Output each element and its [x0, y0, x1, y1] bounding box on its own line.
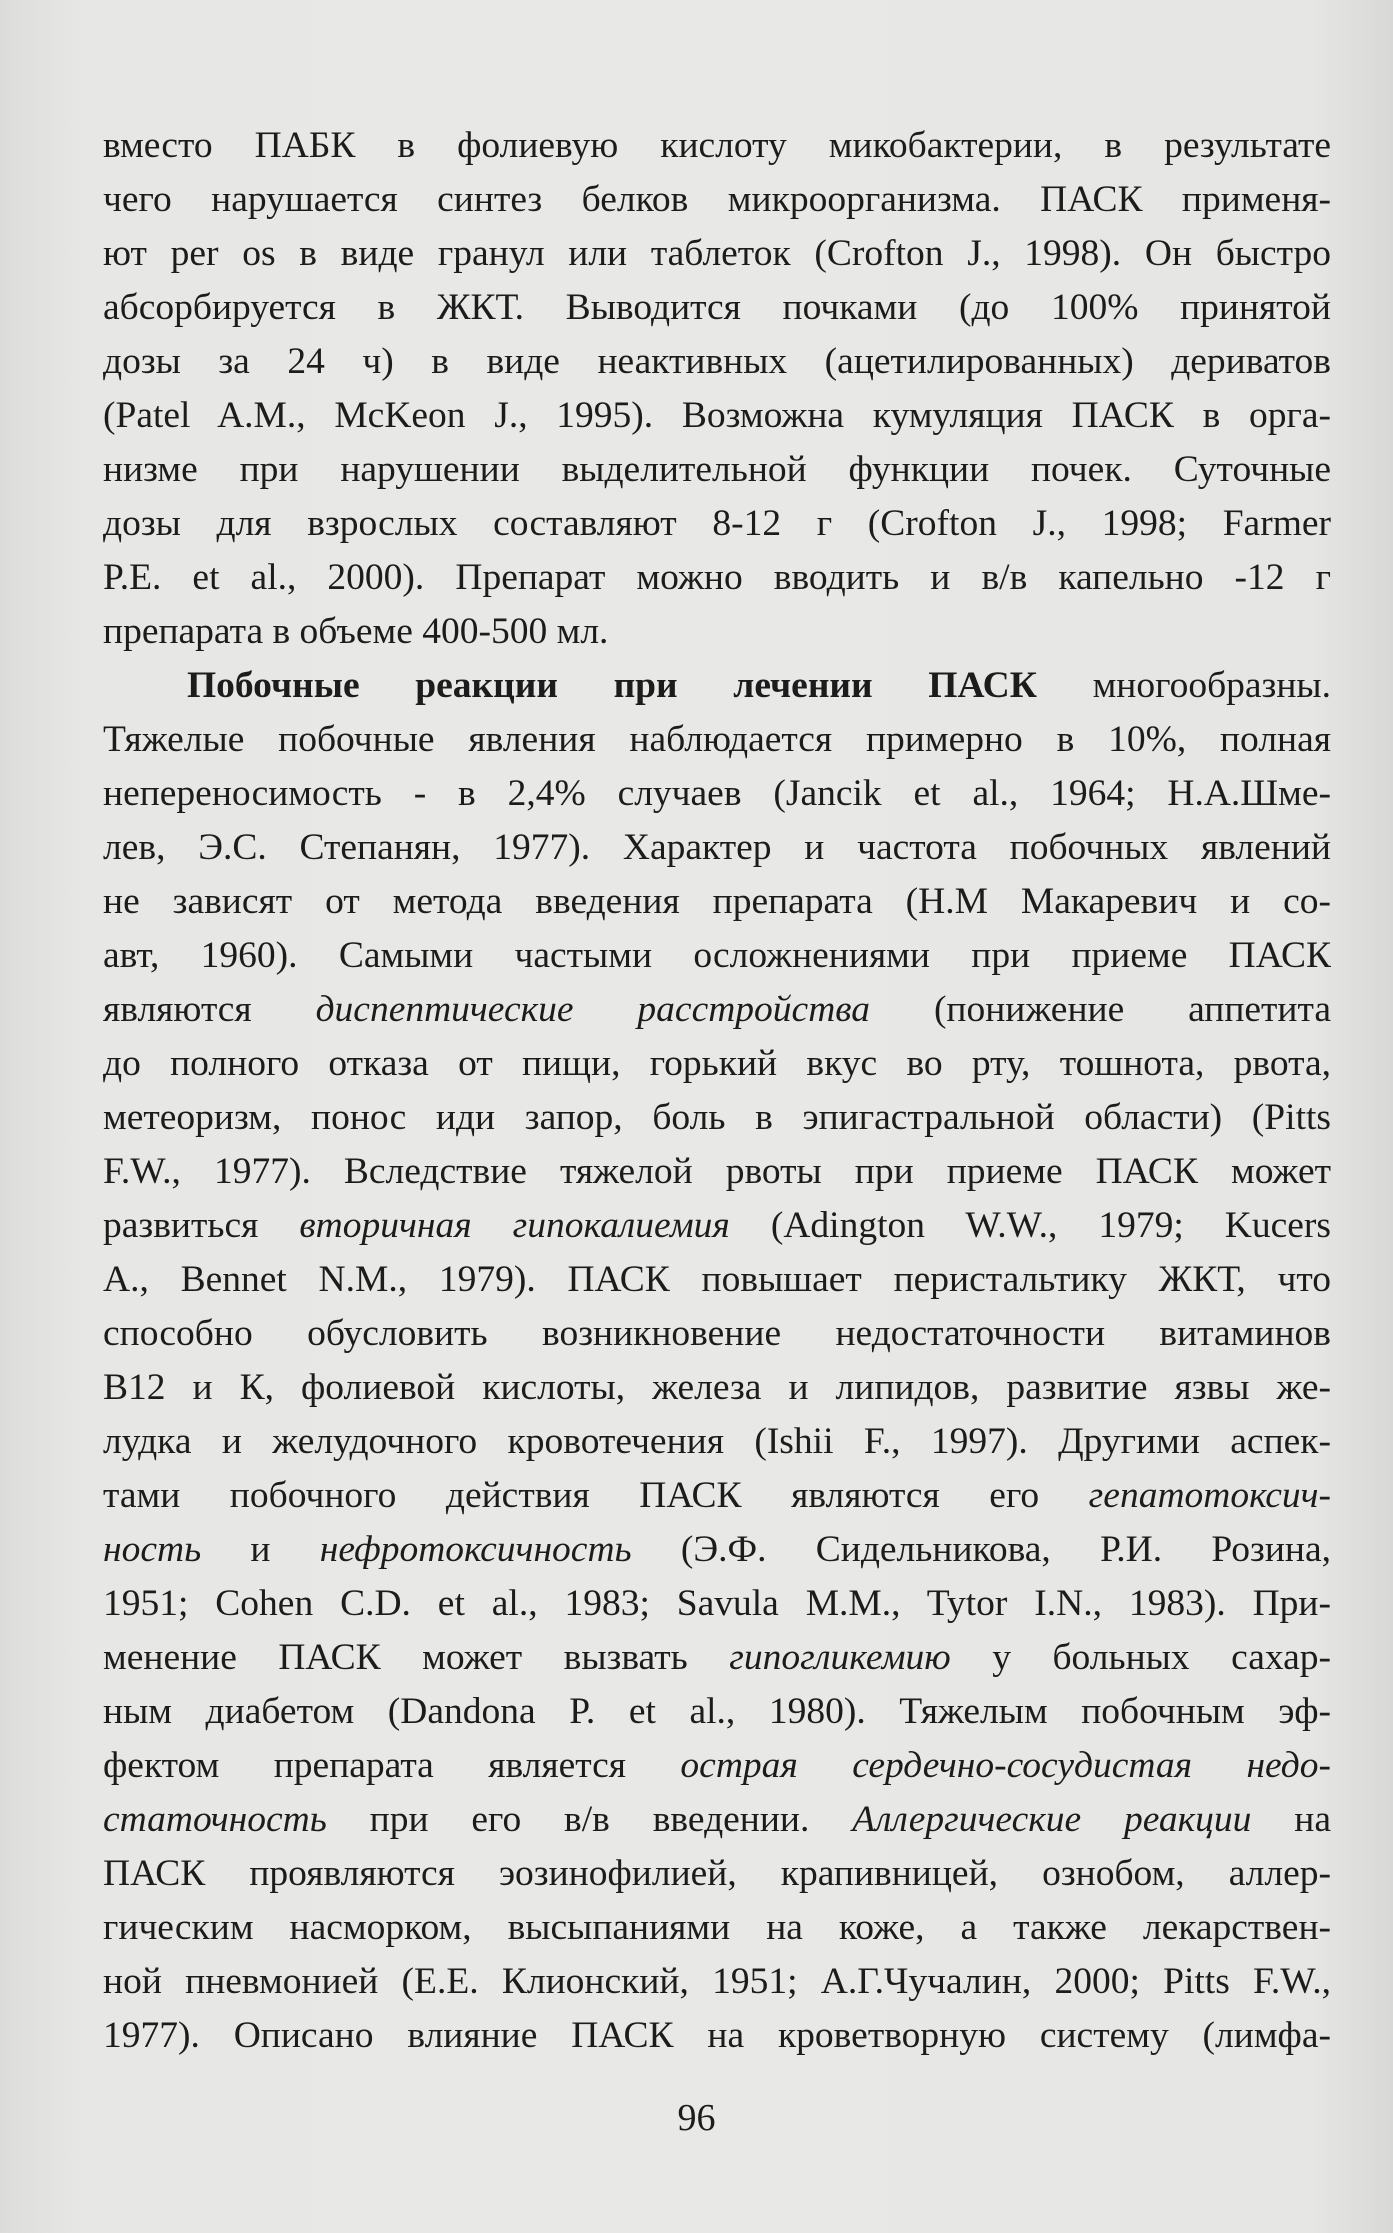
text-line: лев, Э.С. Степанян, 1977). Характер и частота побочных явлений [103, 827, 1331, 868]
text-line: авт, 1960). Самыми частыми осложнениями при приеме ПАСК [103, 935, 1331, 976]
text-line: дозы для взрослых составляют 8-12 г (Crofton J., 1998; Farmer [103, 503, 1331, 544]
text-line: ность и нефротоксичность (Э.Ф. Сидельникова, Р.И. Розина, [103, 1529, 1331, 1570]
text-line: менение ПАСК может вызвать гипогликемию у больных сахар- [103, 1637, 1331, 1678]
text-line: Тяжелые побочные явления наблюдается примерно в 10%, полная [103, 719, 1331, 760]
text-line: способно обусловить возникновение недостаточности витаминов [103, 1313, 1331, 1354]
text-line: ют per os в виде гранул или таблеток (Crofton J., 1998). Он быстро [103, 233, 1331, 274]
body-text [103, 119, 1331, 2063]
text-line: являются диспептические расстройства (понижение аппетита [103, 989, 1331, 1030]
text-line: В12 и К, фолиевой кислоты, железа и липидов, развитие язвы же- [103, 1367, 1331, 1408]
text-line: развиться вторичная гипокалиемия (Adington W.W., 1979; Kucers [103, 1205, 1331, 1246]
italic-term: гипогликемию [729, 1637, 951, 1678]
italic-term: статочность [103, 1799, 327, 1840]
italic-term: Аллергические реакции [852, 1799, 1252, 1840]
italic-term: вторичная гипокалиемия [299, 1205, 730, 1246]
text-line: ной пневмонией (Е.Е. Клионский, 1951; А.Г.Чучалин, 2000; Pitts F.W., [103, 1961, 1331, 2002]
text-line: вместо ПАБК в фолиевую кислоту микобактерии, в результате [103, 125, 1331, 166]
text-line: ПАСК проявляются эозинофилией, крапивницей, ознобом, аллер- [103, 1853, 1331, 1894]
section-heading: Побочные реакции при лечении ПАСК [187, 665, 1037, 706]
text-line: 1951; Cohen C.D. et al., 1983; Savula M.M., Tytor I.N., 1983). При- [103, 1583, 1331, 1624]
text-line: (Patel A.M., McKeon J., 1995). Возможна кумуляция ПАСК в орга- [103, 395, 1331, 436]
text-line: абсорбируется в ЖКТ. Выводится почками (до 100% принятой [103, 287, 1331, 328]
text-line: статочность при его в/в введении. Аллергические реакции на [103, 1799, 1331, 1840]
text-line: P.E. et al., 2000). Препарат можно вводить и в/в капельно -12 г [103, 557, 1331, 598]
text-line: ным диабетом (Dandona P. et al., 1980). Тяжелым побочным эф- [103, 1691, 1331, 1732]
text-line: гическим насморком, высыпаниями на коже, а также лекарствен- [103, 1907, 1331, 1948]
text-line: A., Bennet N.M., 1979). ПАСК повышает перистальтику ЖКТ, что [103, 1259, 1331, 1300]
text-line: метеоризм, понос иди запор, боль в эпигастральной области) (Pitts [103, 1097, 1331, 1138]
text-line: не зависят от метода введения препарата (Н.М Макаревич и со- [103, 881, 1331, 922]
text-line: до полного отказа от пищи, горький вкус во рту, тошнота, рвота, [103, 1043, 1331, 1084]
section-heading-line: Побочные реакции при лечении ПАСК многообразны. [187, 665, 1331, 706]
text-line: фектом препарата является острая сердечно-сосудистая недо- [103, 1745, 1331, 1786]
text-line: F.W., 1977). Вследствие тяжелой рвоты при приеме ПАСК может [103, 1151, 1331, 1192]
text-line: низме при нарушении выделительной функции почек. Суточные [103, 449, 1331, 490]
text-line: лудка и желудочного кровотечения (Ishii F., 1997). Другими аспек- [103, 1421, 1331, 1462]
italic-term: ность [103, 1529, 202, 1570]
page-number: 96 [677, 2097, 716, 2139]
italic-term: нефротоксичность [319, 1529, 632, 1570]
italic-term: гепатотоксич- [1088, 1475, 1331, 1516]
text-line: 1977). Описано влияние ПАСК на кроветворную систему (лимфа- [103, 2015, 1331, 2056]
italic-term: острая сердечно-сосудистая недо- [680, 1745, 1331, 1786]
text-line: тами побочного действия ПАСК являются его гепатотоксич- [103, 1475, 1331, 1516]
italic-term: диспептические расстройства [315, 989, 871, 1030]
text-line: чего нарушается синтез белков микроорганизма. ПАСК применя- [103, 179, 1331, 220]
text-line: дозы за 24 ч) в виде неактивных (ацетилированных) дериватов [103, 341, 1331, 382]
text-line: препарата в объеме 400-500 мл. [103, 611, 609, 652]
text-line: непереносимость - в 2,4% случаев (Jancik et al., 1964; Н.А.Шме- [103, 773, 1331, 814]
